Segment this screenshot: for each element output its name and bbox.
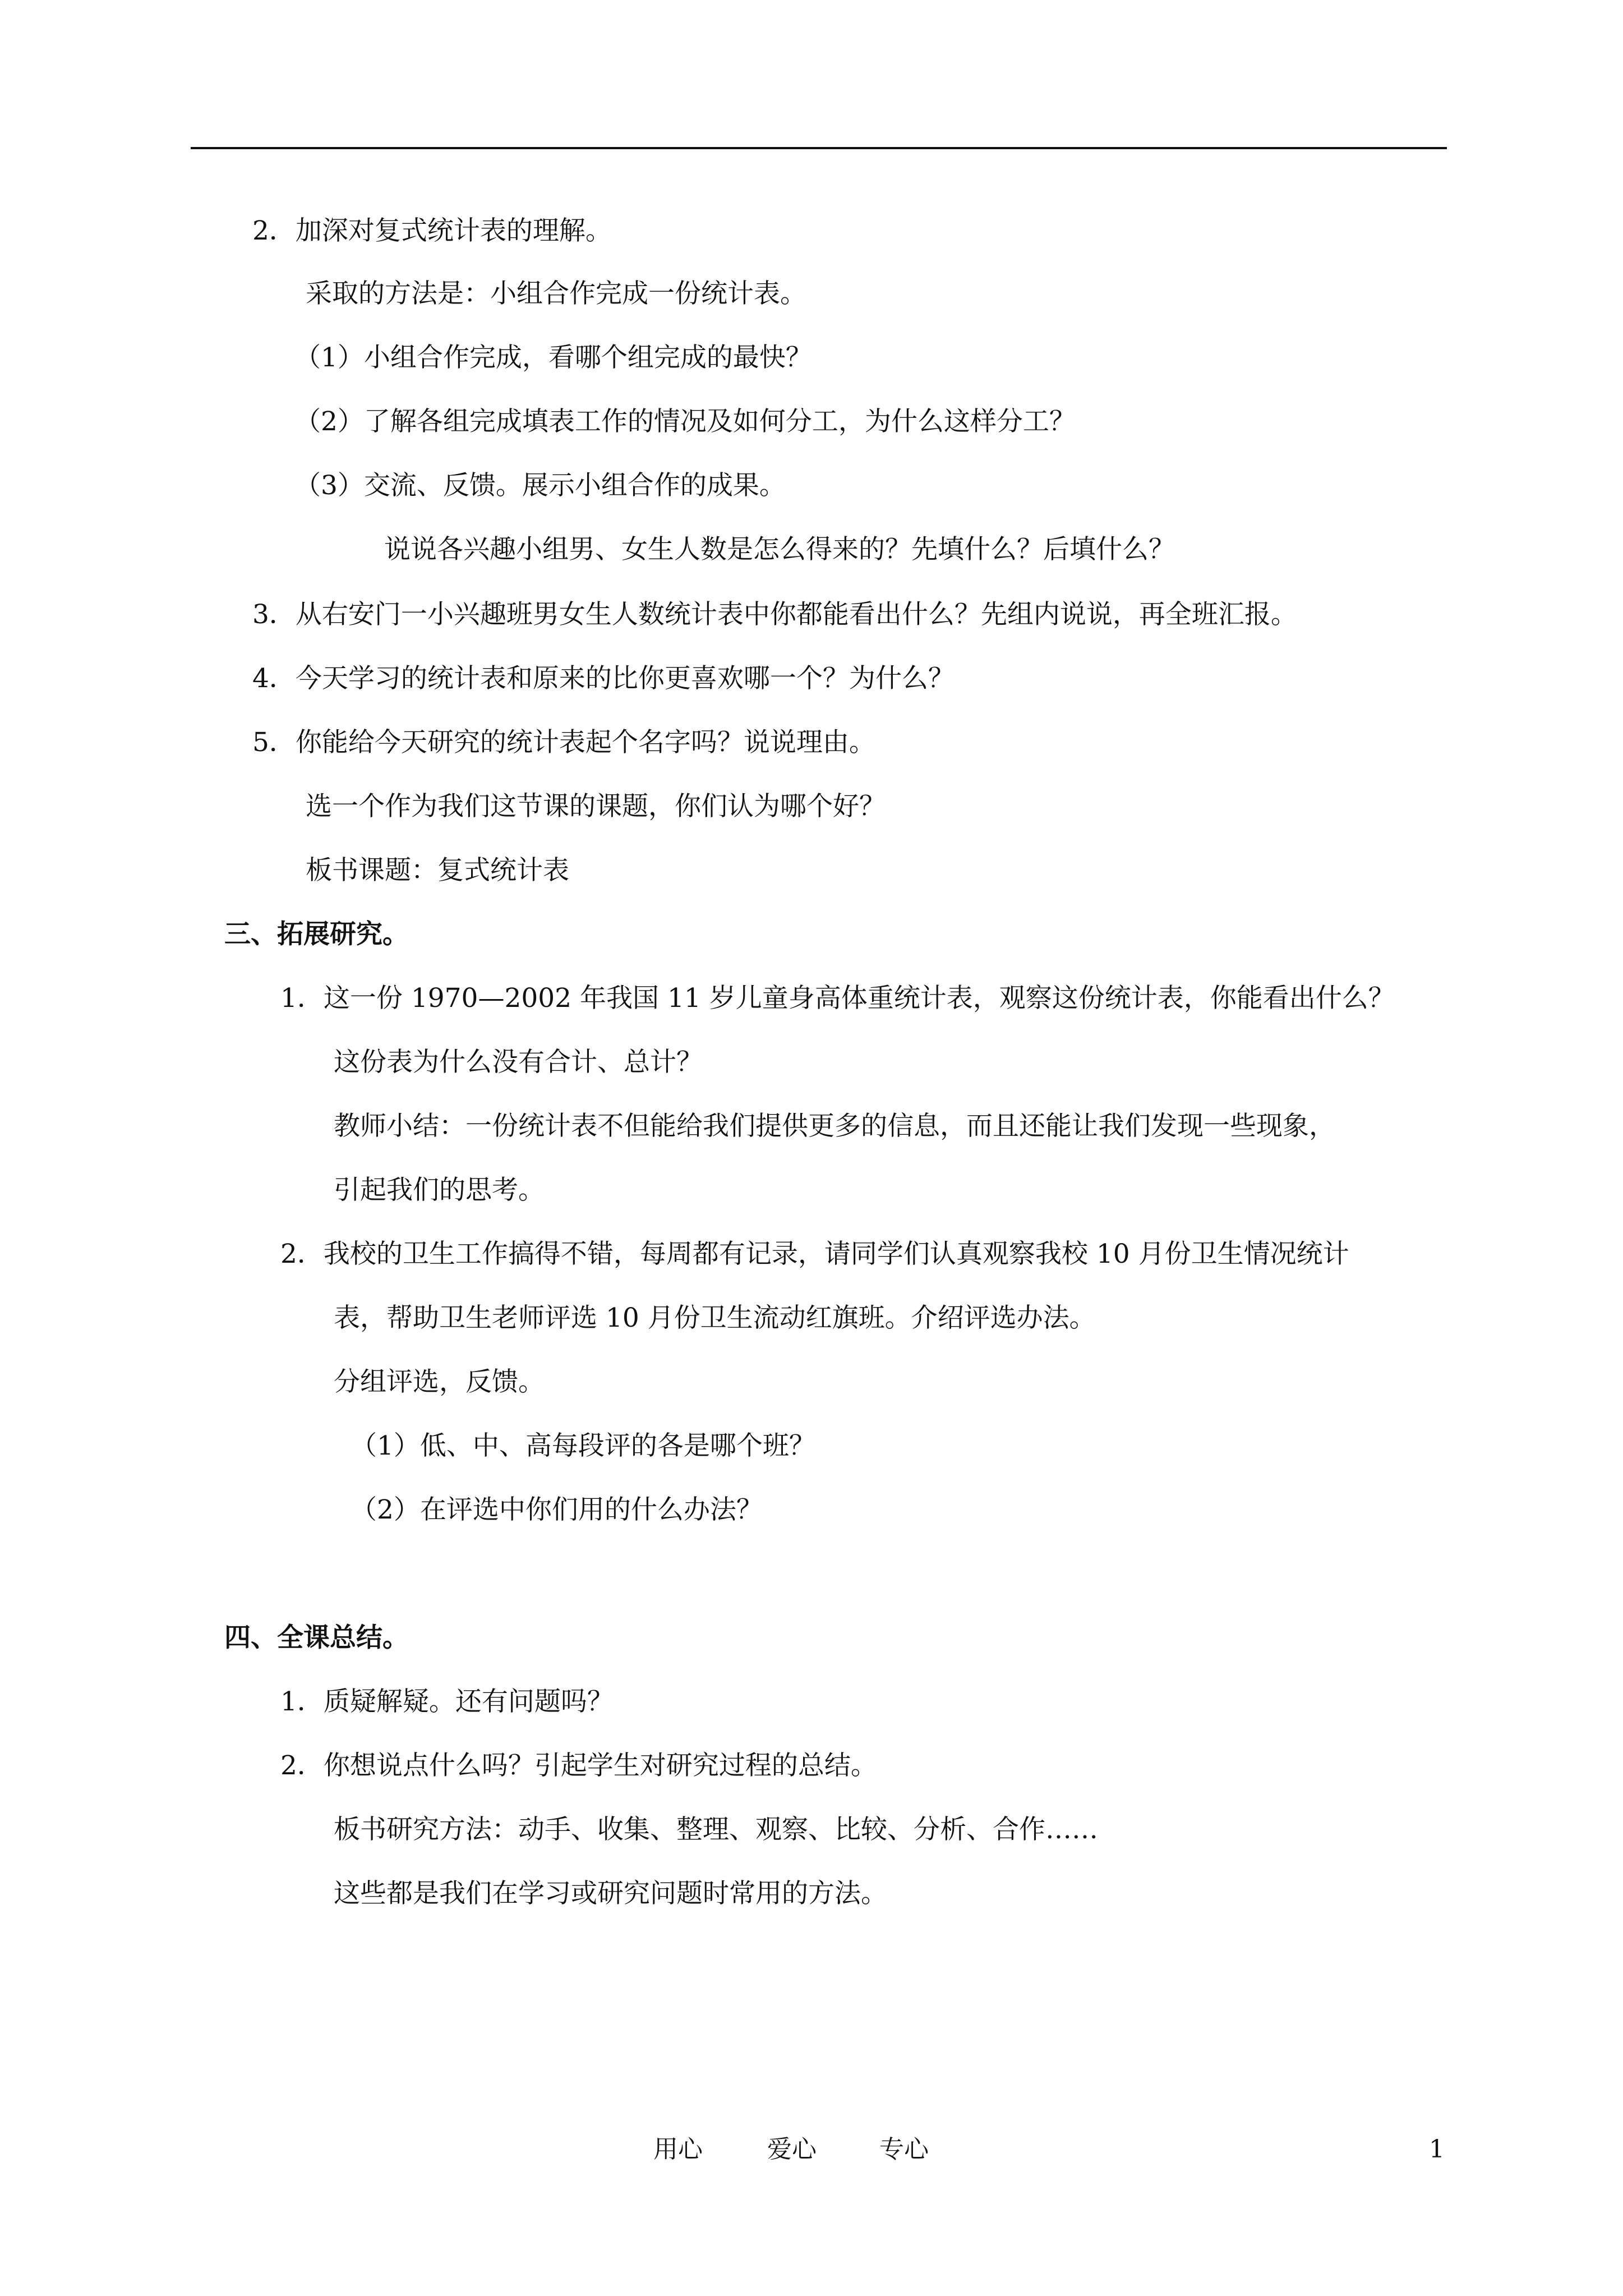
s4-item-1: 1．质疑解疑。还有问题吗？ (280, 1686, 614, 1717)
page-number: 1 (1429, 2135, 1445, 2164)
sub-item-2: （2）了解各组完成填表工作的情况及如何分工，为什么这样分工？ (294, 406, 1076, 437)
s3-group-review: 分组评选，反馈。 (334, 1366, 545, 1397)
item-5-detail: 选一个作为我们这节课的课题，你们认为哪个好？ (306, 791, 886, 822)
s4-board-methods: 板书研究方法：动手、收集、整理、观察、比较、分析、合作…… (334, 1814, 1098, 1845)
footer-motto-2: 爱心 (767, 2135, 817, 2164)
item-5: 5．你能给今天研究的统计表起个名字吗？说说理由。 (252, 727, 875, 758)
footer-motto-1: 用心 (653, 2135, 703, 2164)
item-2-heading: 2．加深对复式统计表的理解。 (252, 215, 612, 246)
s4-item-2: 2．你想说点什么吗？引起学生对研究过程的总结。 (280, 1750, 877, 1781)
s3-item-1: 1．这一份 1970—2002 年我国 11 岁儿童身高体重统计表，观察这份统计表，你能看出什么？ (280, 983, 1395, 1014)
sub-item-3-detail: 说说各兴趣小组男、女生人数是怎么得来的？先填什么？后填什么？ (384, 534, 1175, 565)
footer-motto-3: 专心 (879, 2135, 929, 2164)
s3-teacher-summary-cont: 引起我们的思考。 (334, 1175, 545, 1205)
s4-conclusion: 这些都是我们在学习或研究问题时常用的方法。 (334, 1878, 887, 1909)
board-title: 板书课题：复式统计表 (306, 855, 569, 886)
s3-sub-item-2: （2）在评选中你们用的什么办法？ (351, 1494, 763, 1525)
section-4-heading: 四、全课总结。 (224, 1622, 409, 1653)
s3-teacher-summary: 教师小结：一份统计表不但能给我们提供更多的信息，而且还能让我们发现一些现象， (334, 1111, 1335, 1142)
sub-item-3: （3）交流、反馈。展示小组合作的成果。 (294, 470, 786, 501)
s3-item-2-cont: 表，帮助卫生老师评选 10 月份卫生流动红旗班。介绍评选办法。 (334, 1303, 1096, 1333)
sub-item-1: （1）小组合作完成，看哪个组完成的最快？ (294, 342, 812, 373)
section-3-heading: 三、拓展研究。 (224, 919, 409, 950)
s3-item-1-question: 这份表为什么没有合计、总计？ (334, 1047, 703, 1078)
item-3: 3．从右安门一小兴趣班男女生人数统计表中你都能看出什么？先组内说说，再全班汇报。 (252, 599, 1297, 630)
item-4: 4．今天学习的统计表和原来的比你更喜欢哪一个？为什么？ (252, 663, 955, 694)
s3-sub-item-1: （1）低、中、高每段评的各是哪个班？ (351, 1430, 815, 1461)
s3-item-2: 2．我校的卫生工作搞得不错，每周都有记录，请同学们认真观察我校 10 月份卫生情况统计 (280, 1239, 1349, 1269)
method-text: 采取的方法是：小组合作完成一份统计表。 (306, 278, 806, 309)
header-rule (191, 147, 1447, 149)
